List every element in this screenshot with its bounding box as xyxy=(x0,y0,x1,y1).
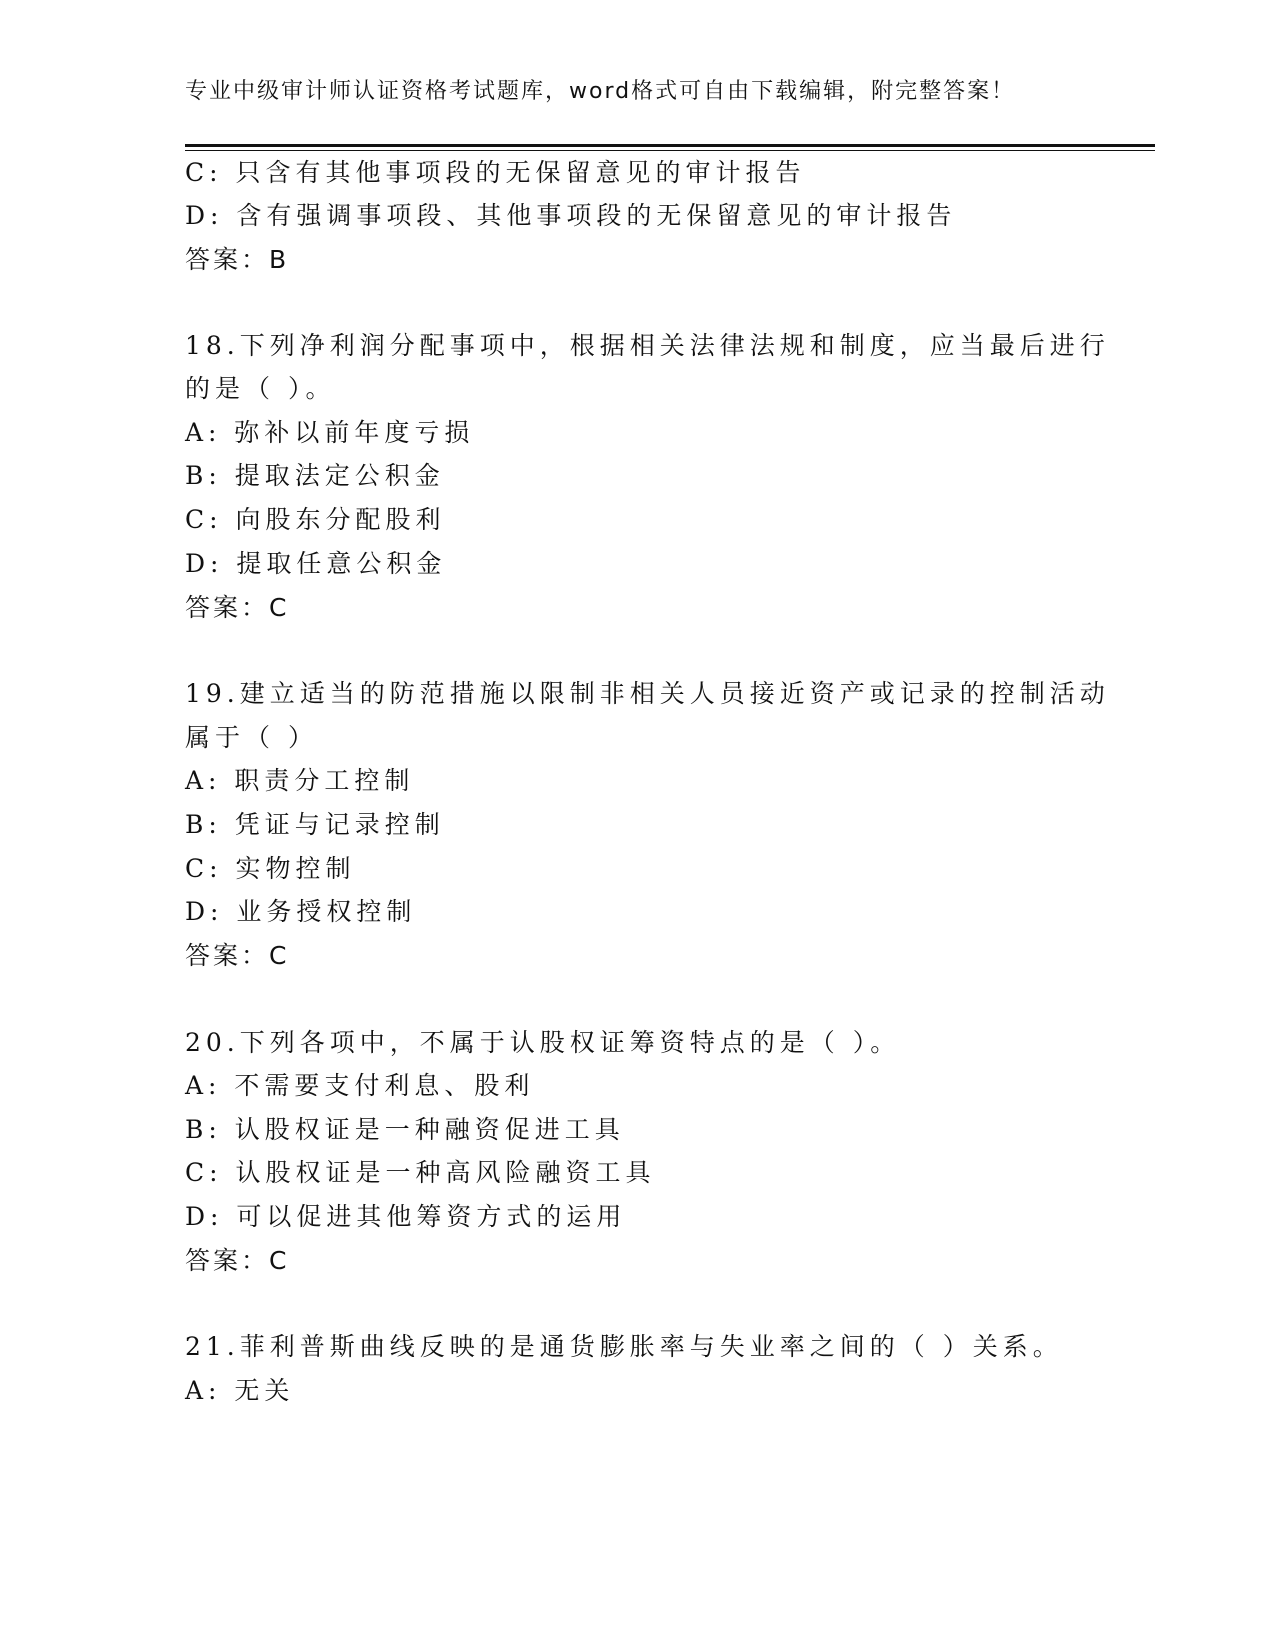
answer-line: 答案：B xyxy=(185,245,290,274)
answer-line: 答案：C xyxy=(185,593,290,622)
option-line: D: 提取任意公积金 xyxy=(185,549,447,578)
page-header: 专业中级审计师认证资格考试题库，word格式可自由下载编辑，附完整答案！ xyxy=(185,79,1016,104)
option-line: A: 不需要支付利息、股利 xyxy=(185,1071,535,1100)
question-stem: 18.下列净利润分配事项中，根据相关法律法规和制度，应当最后进行 xyxy=(185,331,1110,360)
answer-line: 答案：C xyxy=(185,941,290,970)
option-line: B: 提取法定公积金 xyxy=(185,461,445,490)
question-stem: 属于（ ） xyxy=(185,723,318,752)
option-line: D: 业务授权控制 xyxy=(185,897,417,926)
header-rule-thick xyxy=(185,144,1155,147)
option-line: B: 认股权证是一种融资促进工具 xyxy=(185,1115,625,1144)
option-line: C: 向股东分配股利 xyxy=(185,505,446,534)
header-rule-thin xyxy=(185,150,1155,151)
question-stem: 的是（ ）。 xyxy=(185,374,336,403)
question-stem: 21.菲利普斯曲线反映的是通货膨胀率与失业率之间的（ ）关系。 xyxy=(185,1332,1063,1361)
question-stem: 19.建立适当的防范措施以限制非相关人员接近资产或记录的控制活动 xyxy=(185,679,1110,708)
option-line: A: 职责分工控制 xyxy=(185,766,415,795)
option-line: D: 可以促进其他筹资方式的运用 xyxy=(185,1202,627,1231)
answer-line: 答案：C xyxy=(185,1246,290,1275)
option-line: C: 实物控制 xyxy=(185,854,356,883)
option-line: C: 认股权证是一种高风险融资工具 xyxy=(185,1158,656,1187)
option-line: C: 只含有其他事项段的无保留意见的审计报告 xyxy=(185,158,806,187)
option-line: D: 含有强调事项段、其他事项段的无保留意见的审计报告 xyxy=(185,201,957,230)
question-stem: 20.下列各项中，不属于认股权证筹资特点的是（ ）。 xyxy=(185,1028,901,1057)
option-line: A: 弥补以前年度亏损 xyxy=(185,418,475,447)
option-line: B: 凭证与记录控制 xyxy=(185,810,445,839)
option-line: A: 无关 xyxy=(185,1376,295,1405)
